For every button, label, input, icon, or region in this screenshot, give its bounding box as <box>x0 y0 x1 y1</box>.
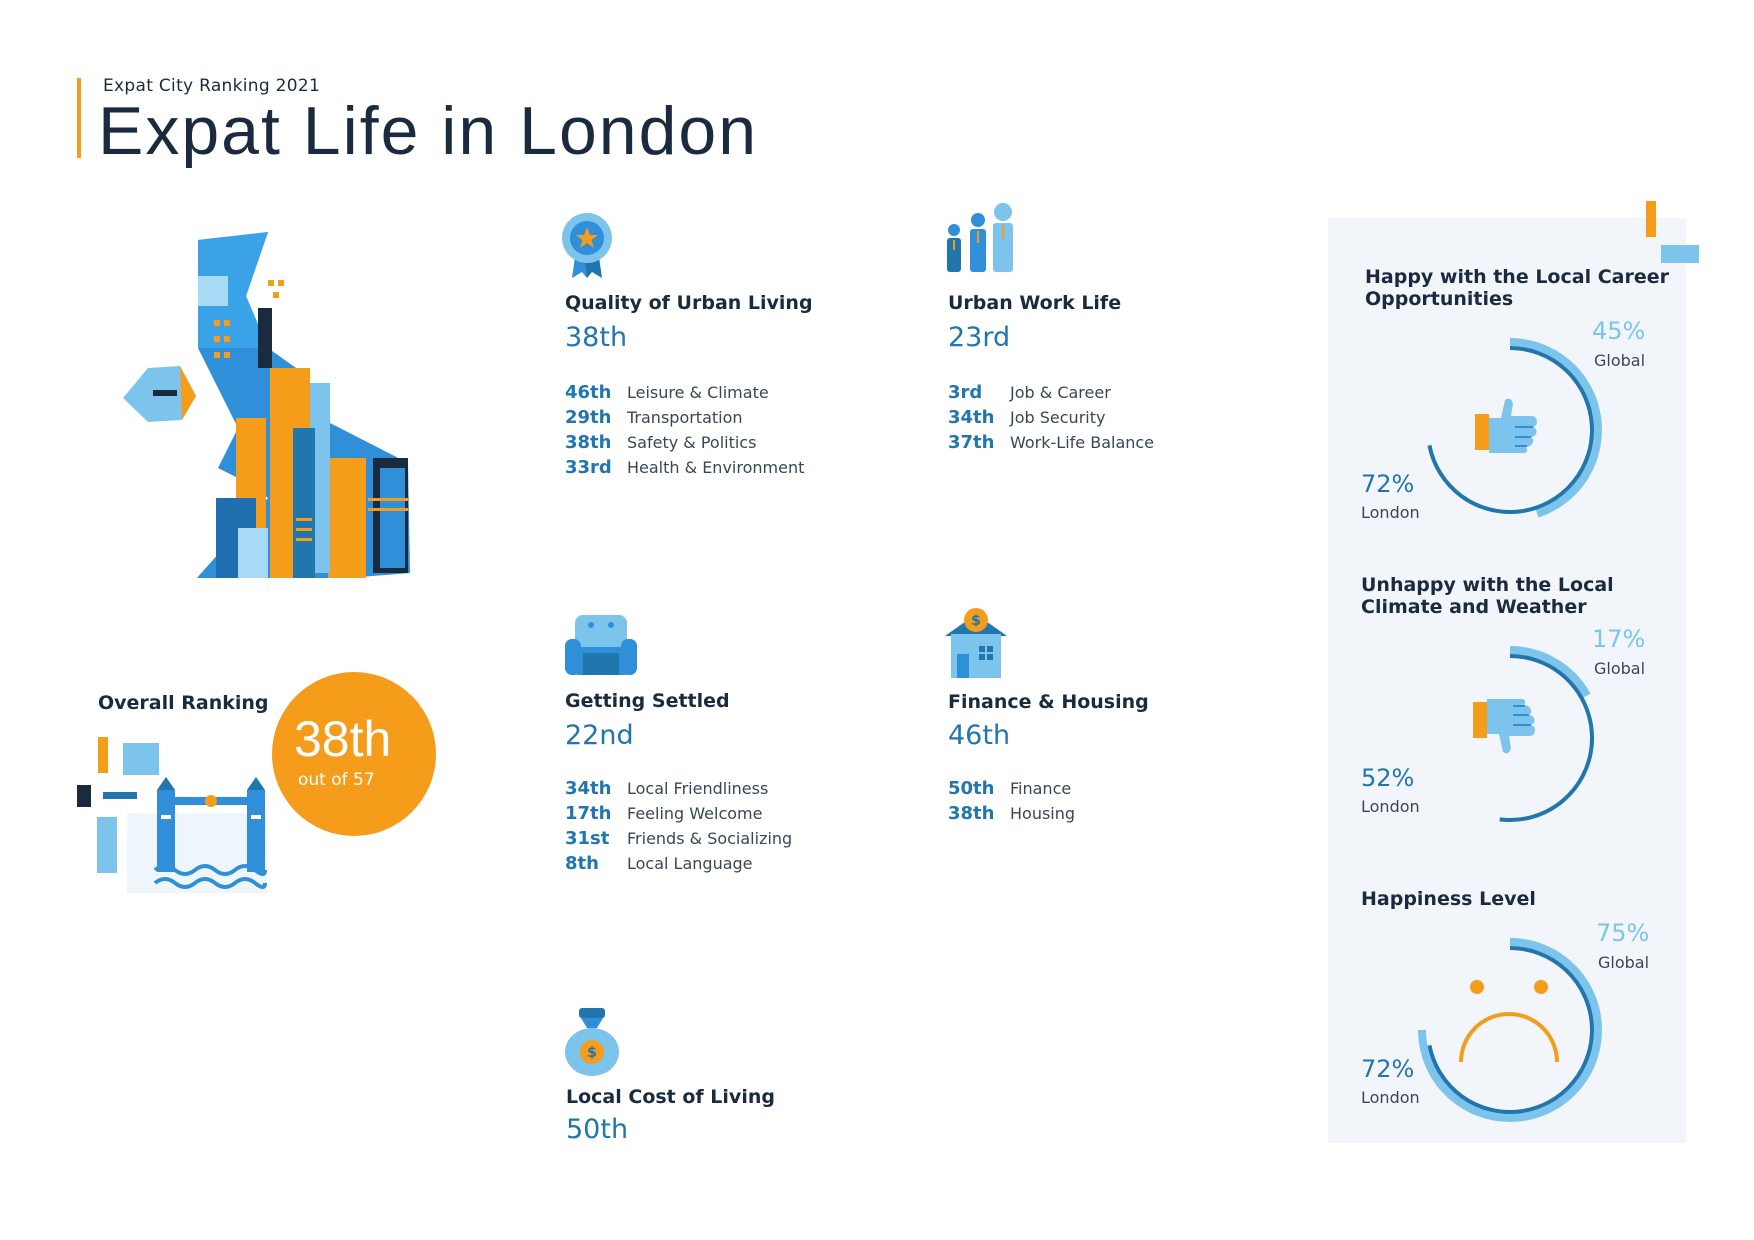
category-title-local-cost-of-living: Local Cost of Living <box>566 1086 775 1108</box>
thumbs-up-icon <box>1475 399 1537 453</box>
category-rank-finance-housing: 46th <box>948 720 1011 751</box>
survey-global-label: Global <box>1594 659 1646 678</box>
category-rank-urban-work-life: 23rd <box>948 322 1011 353</box>
category-title-finance-housing: Finance & Housing <box>948 691 1149 713</box>
overall-ranking-label: Overall Ranking <box>98 692 269 714</box>
category-title-quality-urban-living: Quality of Urban Living <box>565 292 813 314</box>
category-title-getting-settled: Getting Settled <box>565 690 730 712</box>
subcategory-rank: 38th <box>948 803 995 824</box>
gauge-arc-london <box>1429 948 1592 1112</box>
panel-decor-bar <box>1646 201 1656 237</box>
armchair-icon <box>563 613 639 675</box>
survey-london-pct: 72% <box>1361 470 1415 498</box>
subcategory-rank: 50th <box>948 778 995 799</box>
subcategory-row <box>948 405 1154 430</box>
survey-title-line: Unhappy with the Local <box>1361 574 1614 596</box>
subcategory-rank: 46th <box>565 382 612 403</box>
survey-global-pct: 17% <box>1592 625 1646 653</box>
subcategory-row <box>565 405 804 430</box>
survey-title-line: Happy with the Local Career <box>1365 266 1669 288</box>
subcategory-label: Safety & Politics <box>627 433 757 452</box>
subcategory-row <box>948 430 1154 455</box>
subcategory-row <box>948 801 1075 826</box>
panel-decor-block <box>1661 245 1699 263</box>
category-rank-quality-urban-living: 38th <box>565 322 628 353</box>
overall-rank-total: out of 57 <box>298 770 375 790</box>
subcategory-label: Health & Environment <box>627 458 805 477</box>
subcategory-list-quality-urban-living <box>565 380 804 480</box>
subcategory-row <box>948 776 1075 801</box>
subcategory-label: Housing <box>1010 804 1076 823</box>
subcategory-rank: 34th <box>565 778 612 799</box>
subcategory-label: Job & Career <box>1010 383 1111 402</box>
subcategory-list-getting-settled <box>565 776 792 876</box>
subcategory-label: Leisure & Climate <box>627 383 769 402</box>
survey-london-label: London <box>1361 797 1420 816</box>
subcategory-row <box>565 455 804 480</box>
survey-london-label: London <box>1361 503 1420 522</box>
survey-london-label: London <box>1361 1088 1420 1107</box>
subcategory-rank: 8th <box>565 853 599 874</box>
overall-rank-badge <box>272 672 436 836</box>
subcategory-label: Friends & Socializing <box>627 829 793 848</box>
survey-london-pct: 72% <box>1361 1055 1415 1083</box>
subcategory-rank: 3rd <box>948 382 983 403</box>
survey-title-climate <box>1361 574 1614 618</box>
survey-global-label: Global <box>1594 351 1646 370</box>
category-title-urban-work-life: Urban Work Life <box>948 292 1122 314</box>
subcategory-row <box>565 826 792 851</box>
svg-text:$: $ <box>587 1045 597 1061</box>
subcategory-label: Feeling Welcome <box>627 804 763 823</box>
subcategory-label: Job Security <box>1010 408 1106 427</box>
subcategory-rank: 33rd <box>565 457 612 478</box>
survey-london-pct: 52% <box>1361 764 1415 792</box>
subcategory-label: Local Language <box>627 854 753 873</box>
workers-icon <box>943 202 1017 272</box>
subcategory-row <box>565 380 804 405</box>
category-rank-local-cost-of-living: 50th <box>566 1114 629 1145</box>
svg-text:$: $ <box>971 613 981 629</box>
subcategory-list-urban-work-life <box>948 380 1154 455</box>
survey-global-pct: 75% <box>1596 919 1650 947</box>
sad-face-icon <box>1461 980 1557 1062</box>
survey-title-line: Climate and Weather <box>1361 596 1587 618</box>
gauge-arc-global <box>1422 942 1598 1118</box>
subcategory-label: Work-Life Balance <box>1010 433 1155 452</box>
page-subtitle: Expat City Ranking 2021 <box>103 76 321 96</box>
uk-map-illustration <box>118 228 418 578</box>
subcategory-rank: 29th <box>565 407 612 428</box>
subcategory-rank: 31st <box>565 828 610 849</box>
subcategory-row <box>565 776 792 801</box>
survey-global-pct: 45% <box>1592 317 1646 345</box>
title-accent-bar <box>77 78 81 158</box>
subcategory-rank: 38th <box>565 432 612 453</box>
subcategory-rank: 17th <box>565 803 612 824</box>
award-ribbon-icon <box>560 212 614 280</box>
subcategory-label: Transportation <box>627 408 743 427</box>
page-title: Expat Life in London <box>98 93 759 169</box>
subcategory-rank: 37th <box>948 432 995 453</box>
subcategory-rank: 34th <box>948 407 995 428</box>
subcategory-label: Local Friendliness <box>627 779 769 798</box>
subcategory-row <box>565 851 792 876</box>
subcategory-row <box>565 801 792 826</box>
survey-title-line: Opportunities <box>1365 288 1514 310</box>
subcategory-row <box>565 430 804 455</box>
category-rank-getting-settled: 22nd <box>565 720 634 751</box>
overall-rank-value: 38th <box>294 711 392 767</box>
survey-global-label: Global <box>1598 953 1650 972</box>
survey-title-line: Happiness Level <box>1361 888 1536 910</box>
subcategory-row <box>948 380 1154 405</box>
survey-title-happiness <box>1361 888 1536 910</box>
survey-title-career <box>1365 266 1669 310</box>
money-bag-icon <box>563 1006 621 1076</box>
thumbs-down-icon <box>1473 699 1535 753</box>
subcategory-list-finance-housing <box>948 776 1075 826</box>
tower-bridge-icon <box>75 735 285 895</box>
house-money-icon <box>943 606 1009 678</box>
subcategory-label: Finance <box>1010 779 1072 798</box>
survey-gauge-career <box>1380 320 1620 530</box>
